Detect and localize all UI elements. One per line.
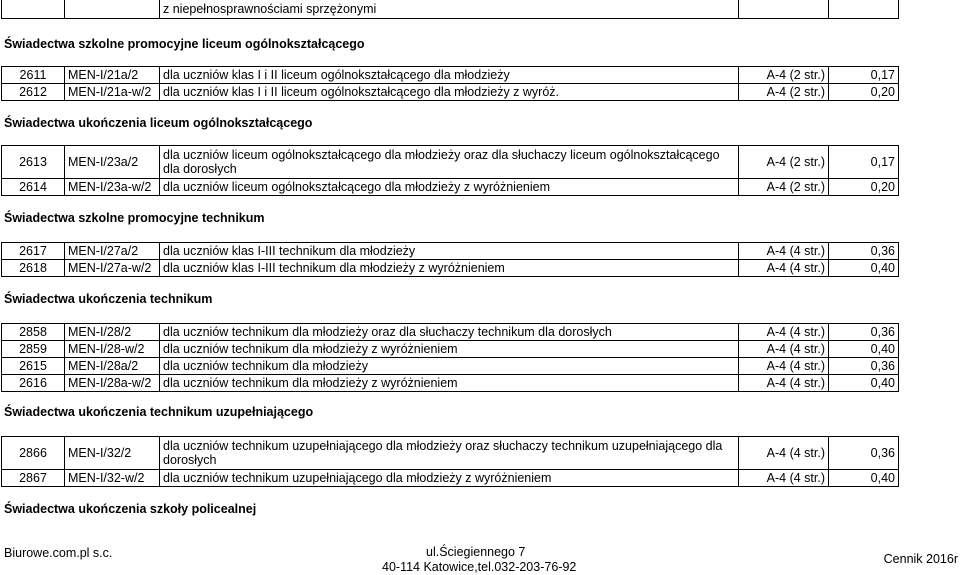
cell-code: MEN-I/32/2 bbox=[65, 437, 160, 470]
cell-num: 2614 bbox=[2, 179, 65, 196]
cell-desc: dla uczniów klas I-III technikum dla młodzieży z wyróżnieniem bbox=[160, 260, 739, 277]
table-row bbox=[2, 341, 899, 358]
section-table bbox=[1, 436, 899, 487]
cell-num: 2615 bbox=[2, 358, 65, 375]
cell-code: MEN-I/21a/2 bbox=[65, 67, 160, 84]
footer-city-phone: 40-114 Katowice,tel.032-203-76-92 bbox=[382, 560, 577, 574]
table-row bbox=[2, 437, 899, 470]
section-title: Świadectwa ukończenia liceum ogólnokształcącego bbox=[4, 116, 313, 130]
footer-catalog: Cennik 2016r bbox=[883, 552, 958, 566]
cell-price: 0,36 bbox=[829, 324, 899, 341]
table-row bbox=[2, 179, 899, 196]
cell-num: 2611 bbox=[2, 67, 65, 84]
cell-price: 0,36 bbox=[829, 243, 899, 260]
cell-code: MEN-I/21a-w/2 bbox=[65, 84, 160, 101]
cell-code: MEN-I/28a-w/2 bbox=[65, 375, 160, 392]
cell-format: A-4 (4 str.) bbox=[739, 243, 829, 260]
footer-street: ul.Ściegiennego 7 bbox=[426, 545, 526, 559]
cell-code: MEN-I/28-w/2 bbox=[65, 341, 160, 358]
cell-code: MEN-I/28a/2 bbox=[65, 358, 160, 375]
cell-desc: dla uczniów technikum dla młodzieży bbox=[160, 358, 739, 375]
cell-price: 0,40 bbox=[829, 470, 899, 487]
cell-format: A-4 (4 str.) bbox=[739, 324, 829, 341]
cell-num: 2867 bbox=[2, 470, 65, 487]
cell-desc: dla uczniów liceum ogólnokształcącego dla młodzieży z wyróżnieniem bbox=[160, 179, 739, 196]
cell-price: 0,17 bbox=[829, 146, 899, 179]
cell-num bbox=[2, 0, 65, 19]
cell-desc: dla uczniów technikum dla młodzieży z wyróżnieniem bbox=[160, 375, 739, 392]
cell-num: 2613 bbox=[2, 146, 65, 179]
section-title: Świadectwa szkolne promocyjne technikum bbox=[4, 211, 265, 225]
cell-num: 2866 bbox=[2, 437, 65, 470]
table-row bbox=[2, 358, 899, 375]
section-title: Świadectwa ukończenia technikum bbox=[4, 292, 213, 306]
cell-code: MEN-I/27a-w/2 bbox=[65, 260, 160, 277]
cell-price: 0,40 bbox=[829, 260, 899, 277]
table-row bbox=[2, 243, 899, 260]
cell-format: A-4 (2 str.) bbox=[739, 84, 829, 101]
cell-desc: dla uczniów technikum dla młodzieży oraz dla słuchaczy technikum dla dorosłych bbox=[160, 324, 739, 341]
table-row bbox=[2, 260, 899, 277]
cell-code: MEN-I/23a/2 bbox=[65, 146, 160, 179]
cell-num: 2616 bbox=[2, 375, 65, 392]
cell-price: 0,20 bbox=[829, 179, 899, 196]
cell-price: 0,40 bbox=[829, 341, 899, 358]
cell-price bbox=[829, 0, 899, 19]
cell-desc: dla uczniów technikum uzupełniającego dla młodzieży oraz słuchaczy technikum uzupełniającego dla dorosłych bbox=[160, 437, 739, 470]
cell-desc: z niepełnosprawnościami sprzężonymi bbox=[160, 0, 739, 19]
footer-company: Biurowe.com.pl s.c. bbox=[4, 546, 113, 560]
cell-price: 0,17 bbox=[829, 67, 899, 84]
cell-format: A-4 (2 str.) bbox=[739, 146, 829, 179]
cell-format: A-4 (2 str.) bbox=[739, 179, 829, 196]
table-row bbox=[2, 0, 899, 19]
section-table bbox=[1, 323, 899, 392]
cell-format: A-4 (4 str.) bbox=[739, 375, 829, 392]
top-partial-table bbox=[1, 0, 899, 19]
cell-price: 0,20 bbox=[829, 84, 899, 101]
cell-format: A-4 (4 str.) bbox=[739, 470, 829, 487]
cell-num: 2618 bbox=[2, 260, 65, 277]
section-title: Świadectwa ukończenia szkoły policealnej bbox=[4, 502, 257, 516]
table-row bbox=[2, 470, 899, 487]
cell-code: MEN-I/32-w/2 bbox=[65, 470, 160, 487]
cell-format: A-4 (2 str.) bbox=[739, 67, 829, 84]
cell-desc: dla uczniów technikum dla młodzieży z wyróżnieniem bbox=[160, 341, 739, 358]
cell-code bbox=[65, 0, 160, 19]
cell-num: 2859 bbox=[2, 341, 65, 358]
table-row bbox=[2, 324, 899, 341]
cell-code: MEN-I/27a/2 bbox=[65, 243, 160, 260]
table-row bbox=[2, 146, 899, 179]
table-row bbox=[2, 375, 899, 392]
table-row bbox=[2, 84, 899, 101]
table-row bbox=[2, 67, 899, 84]
cell-code: MEN-I/23a-w/2 bbox=[65, 179, 160, 196]
cell-format: A-4 (4 str.) bbox=[739, 260, 829, 277]
cell-desc: dla uczniów liceum ogólnokształcącego dla młodzieży oraz dla słuchaczy liceum ogólnokształcącego dla dorosłych bbox=[160, 146, 739, 179]
cell-desc: dla uczniów klas I-III technikum dla młodzieży bbox=[160, 243, 739, 260]
cell-format: A-4 (4 str.) bbox=[739, 358, 829, 375]
cell-desc: dla uczniów klas I i II liceum ogólnokształcącego dla młodzieży bbox=[160, 67, 739, 84]
cell-price: 0,36 bbox=[829, 358, 899, 375]
cell-num: 2612 bbox=[2, 84, 65, 101]
section-table bbox=[1, 66, 899, 101]
cell-num: 2617 bbox=[2, 243, 65, 260]
section-title: Świadectwa szkolne promocyjne liceum ogólnokształcącego bbox=[4, 37, 365, 51]
cell-num: 2858 bbox=[2, 324, 65, 341]
cell-code: MEN-I/28/2 bbox=[65, 324, 160, 341]
section-title: Świadectwa ukończenia technikum uzupełniającego bbox=[4, 405, 314, 419]
cell-format: A-4 (4 str.) bbox=[739, 341, 829, 358]
section-table bbox=[1, 145, 899, 196]
cell-desc: dla uczniów klas I i II liceum ogólnokształcącego dla młodzieży z wyróż. bbox=[160, 84, 739, 101]
cell-price: 0,36 bbox=[829, 437, 899, 470]
cell-desc: dla uczniów technikum uzupełniającego dla młodzieży z wyróżnieniem bbox=[160, 470, 739, 487]
section-table bbox=[1, 242, 899, 277]
cell-price: 0,40 bbox=[829, 375, 899, 392]
cell-format: A-4 (4 str.) bbox=[739, 437, 829, 470]
cell-format bbox=[739, 0, 829, 19]
